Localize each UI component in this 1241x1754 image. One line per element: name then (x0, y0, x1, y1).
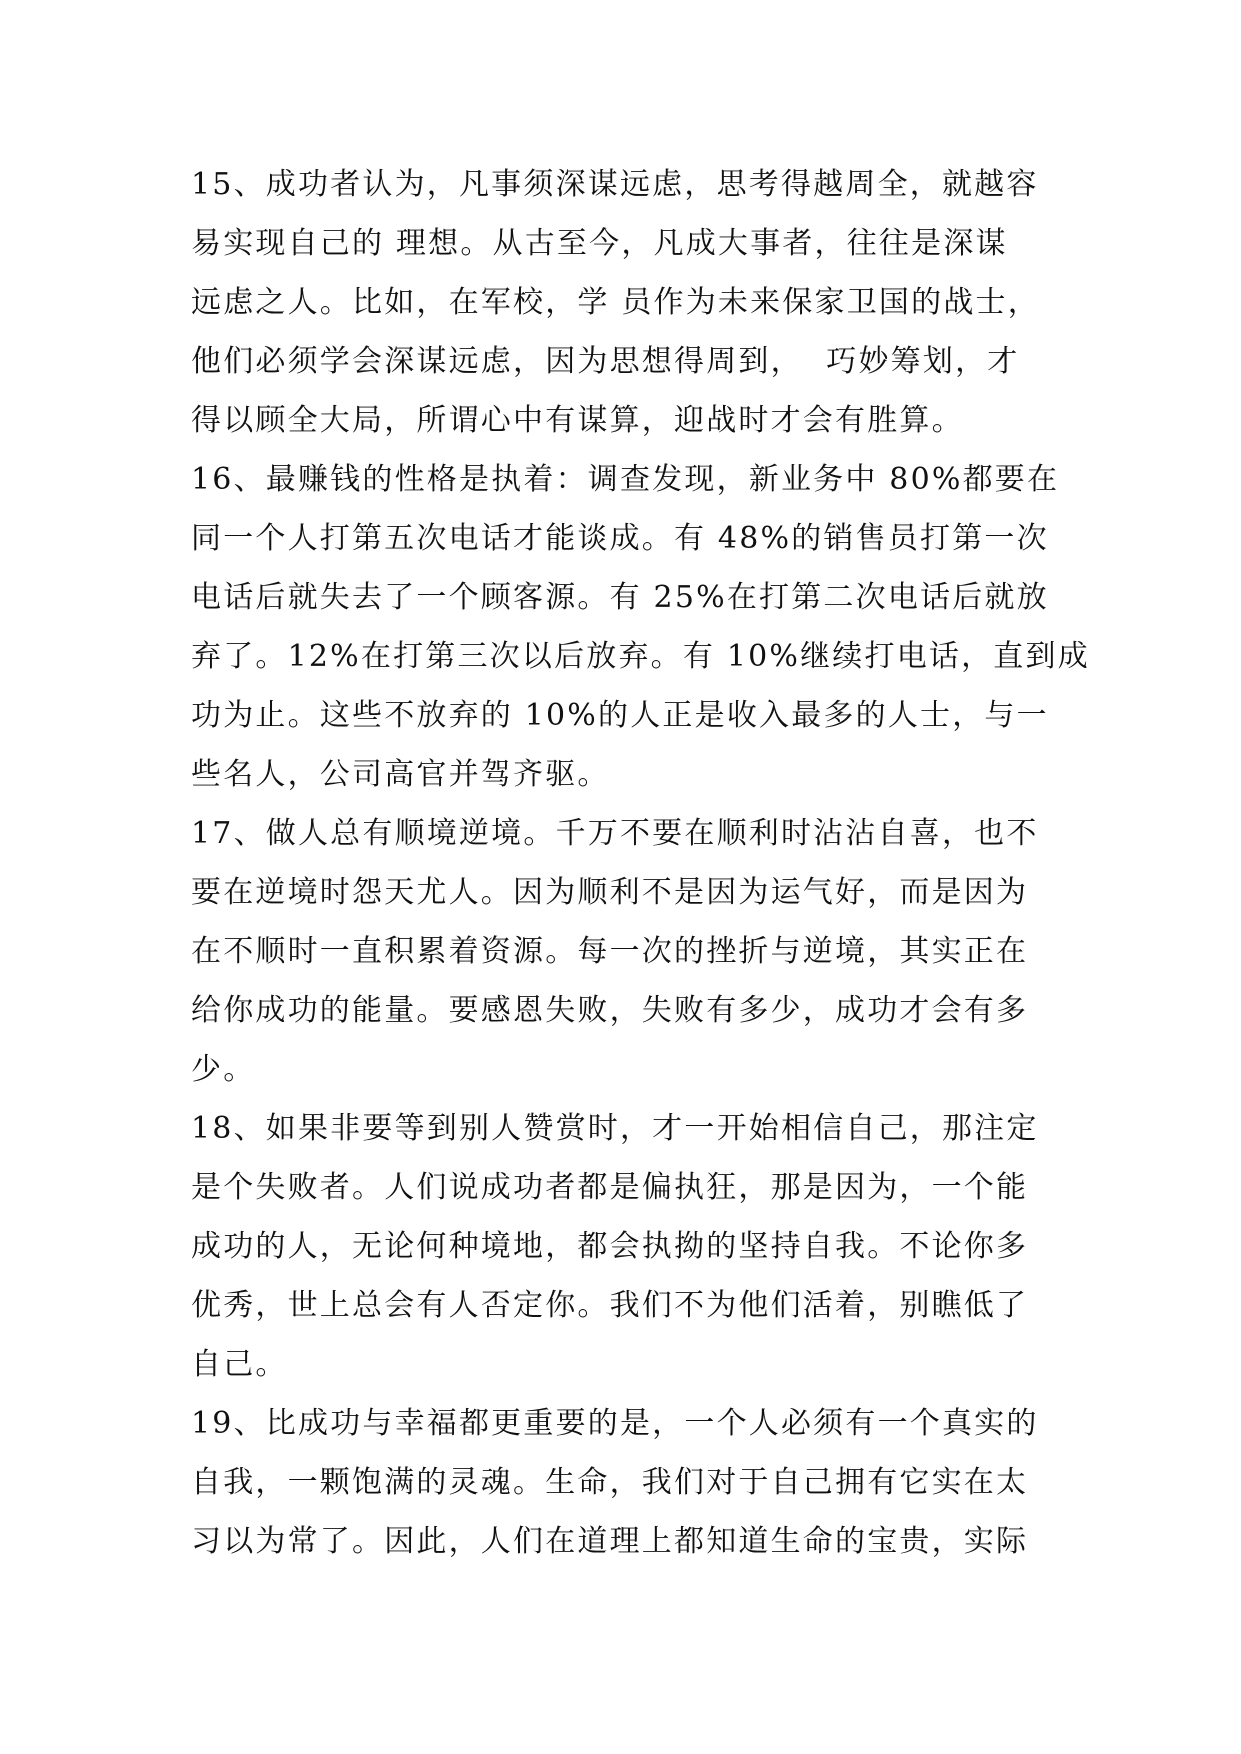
text-line: 些名人，公司高官并驾齐驱。 (191, 757, 610, 792)
text-line: 要在逆境时怨天尤人。因为顺利不是因为运气好，而是因为 (191, 875, 1029, 910)
text-line: 成功的人，无论何种境地，都会执拗的坚持自我。不论你多 (191, 1229, 1029, 1264)
text-line: 得以顾全大局，所谓心中有谋算，迎战时才会有胜算。 (191, 403, 964, 438)
text-line: 少。 (191, 1052, 256, 1087)
text-line: 17、做人总有顺境逆境。千万不要在顺利时沾沾自喜，也不 (191, 816, 1039, 851)
text-line: 习以为常了。因此，人们在道理上都知道生命的宝贵，实际 (191, 1524, 1029, 1559)
text-line: 同一个人打第五次电话才能谈成。有 48%的销售员打第一次 (191, 521, 1049, 556)
text-line: 他们必须学会深谋远虑，因为思想得周到， 巧妙筹划，才 (191, 344, 1020, 379)
text-line: 在不顺时一直积累着资源。每一次的挫折与逆境，其实正在 (191, 934, 1029, 969)
text-line: 功为止。这些不放弃的 10%的人正是收入最多的人士，与一 (191, 698, 1049, 733)
text-line: 远虑之人。比如，在军校，学 员作为未来保家卫国的战士， (191, 285, 1040, 320)
text-line: 19、比成功与幸福都更重要的是，一个人必须有一个真实的 (191, 1406, 1039, 1441)
text-line: 是个失败者。人们说成功者都是偏执狂，那是因为，一个能 (191, 1170, 1029, 1205)
text-line: 15、成功者认为，凡事须深谋远虑，思考得越周全，就越容 (191, 167, 1039, 202)
text-line: 弃了。12%在打第三次以后放弃。有 10%继续打电话，直到成 (191, 639, 1090, 674)
text-line: 优秀，世上总会有人否定你。我们不为他们活着，别瞧低了 (191, 1288, 1029, 1323)
text-line: 易实现自己的 理想。从古至今，凡成大事者，往往是深谋 (191, 226, 1008, 261)
text-line: 自我，一颗饱满的灵魂。生命，我们对于自己拥有它实在太 (191, 1465, 1029, 1500)
text-line: 自己。 (191, 1347, 288, 1382)
text-line: 16、最赚钱的性格是执着：调查发现，新业务中 80%都要在 (191, 462, 1060, 497)
text-line: 电话后就失去了一个顾客源。有 25%在打第二次电话后就放 (191, 580, 1049, 615)
text-line: 给你成功的能量。要感恩失败，失败有多少，成功才会有多 (191, 993, 1029, 1028)
text-line: 18、如果非要等到别人赞赏时，才一开始相信自己，那注定 (191, 1111, 1039, 1146)
